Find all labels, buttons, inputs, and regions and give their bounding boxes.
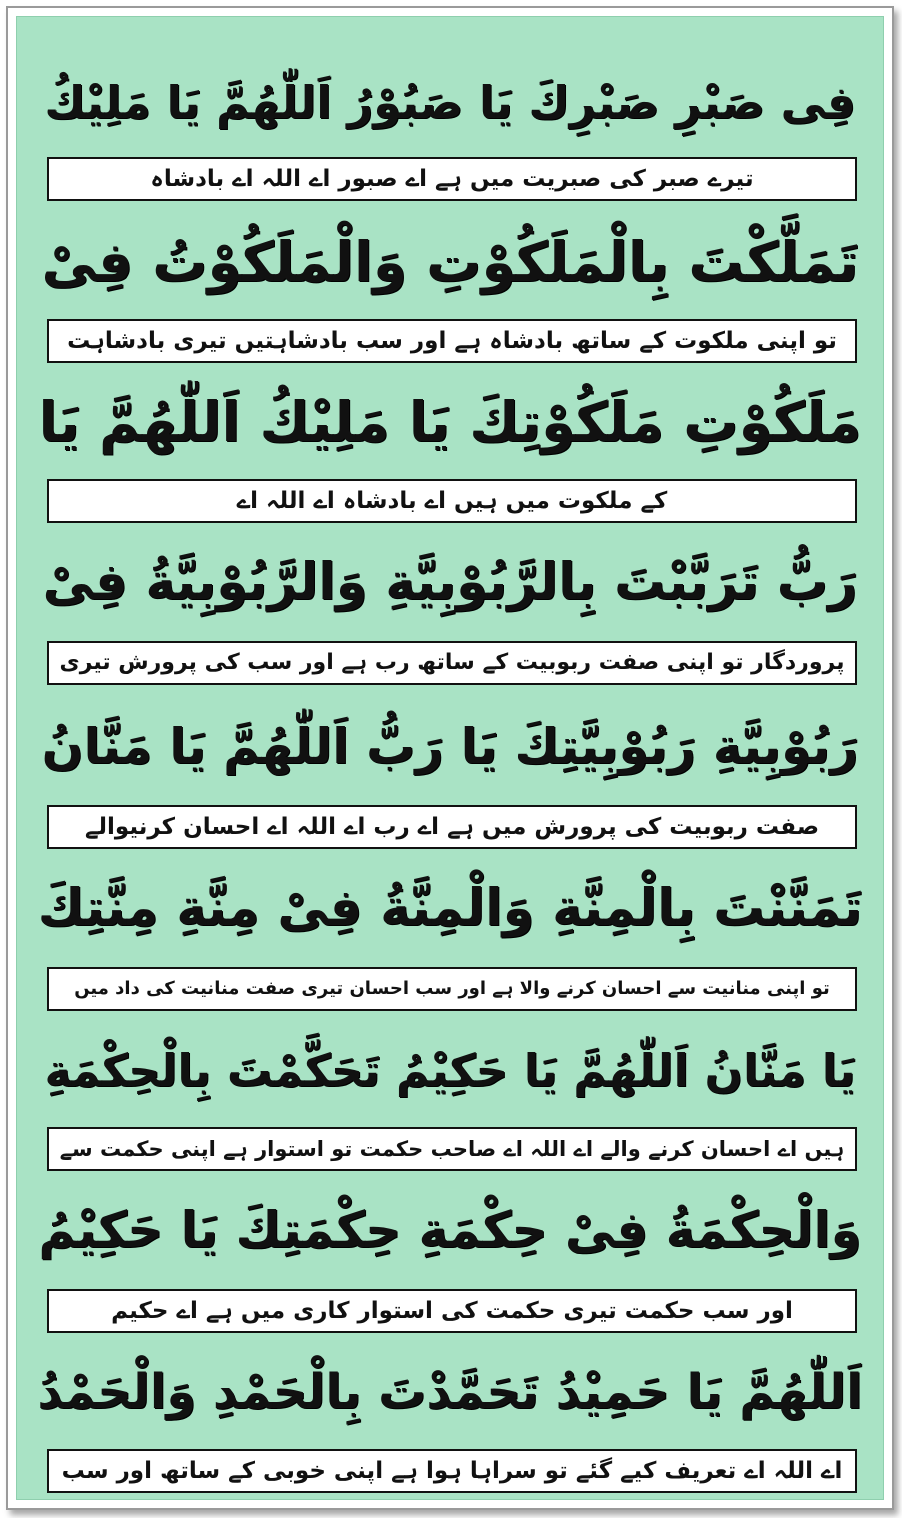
urdu-translation: صفت ربوبیت کی پرورش میں ہے اے رب اے اللہ اے احسان کرنیوالے — [84, 813, 820, 840]
translation-box — [47, 641, 857, 685]
urdu-translation: کے ملکوت میں ہیں اے بادشاہ اے اللہ اے — [236, 487, 668, 514]
arabic-line — [17, 863, 883, 953]
arabic-text: رَبُّ تَرَبَّبْتَ بِالرَّبُوْبِیَّةِ وَالرَّبُوْبِیَّةُ فِیْ — [42, 552, 858, 612]
translation-box — [47, 479, 857, 523]
arabic-line — [17, 537, 883, 627]
arabic-text: فِی صَبْرِ صَبْرِكَ یَا صَبُوْرُ اَللّٰھُمَّ یَا مَلِیْكُ — [44, 75, 856, 129]
arabic-line — [17, 377, 883, 467]
urdu-translation: تیرے صبر کی صبریت میں ہے اے صبور اے اللہ اے بادشاہ — [150, 165, 754, 192]
translation-box — [47, 967, 857, 1011]
page-frame — [6, 6, 894, 1510]
arabic-text: یَا مَنَّانُ اَللّٰھُمَّ یَا حَكِیْمُ تَحَكَّمْتَ بِالْحِكْمَةِ — [44, 1043, 856, 1097]
arabic-line — [17, 57, 883, 147]
urdu-translation: پروردگار تو اپنی صفت ربوبیت کے ساتھ رب ہے اور سب کی پرورش تیری — [59, 650, 845, 675]
translation-box — [47, 1449, 857, 1493]
urdu-translation: تو اپنی منانیت سے احسان کرنے والا ہے اور سب احسان تیری صفت منانیت کی داد میں — [74, 978, 830, 999]
prayer-page — [16, 16, 884, 1500]
arabic-text: رَبُوْبِیَّةِ رَبُوْبِیَّتِكَ یَا رَبُّ اَللّٰھُمَّ یَا مَنَّانُ — [41, 717, 859, 775]
arabic-line — [17, 1347, 883, 1437]
arabic-text: تَمَنَّنْتَ بِالْمِنَّةِ وَالْمِنَّةُ فِیْ مِنَّةِ مِنَّتِكَ — [37, 878, 863, 938]
urdu-translation: اے اللہ اے تعریف کیے گئے تو سراہا ہوا ہے اپنی خوبی کے ساتھ اور سب — [61, 1457, 843, 1484]
arabic-text: وَالْحِكْمَةُ فِیْ حِكْمَةِ حِكْمَتِكَ یَا حَكِیْمُ — [38, 1201, 862, 1259]
translation-box — [47, 805, 857, 849]
urdu-translation: اور سب حکمت تیری حکمت کی استوار کاری میں ہے اے حکیم — [111, 1297, 793, 1324]
translation-box — [47, 157, 857, 201]
arabic-line — [17, 1185, 883, 1275]
arabic-text: اَللّٰھُمَّ یَا حَمِیْدُ تَحَمَّدْتَ بِالْحَمْدِ وَالْحَمْدُ — [37, 1364, 863, 1420]
arabic-line — [17, 1025, 883, 1115]
arabic-text: تَمَلَّكْتَ بِالْمَلَكُوْتِ وَالْمَلَكُوْتُ فِیْ — [41, 229, 859, 294]
translation-box — [47, 1289, 857, 1333]
translation-box — [47, 319, 857, 363]
arabic-text: مَلَكُوْتِ مَلَكُوْتِكَ یَا مَلِیْكُ اَللّٰھُمَّ یَا — [38, 389, 862, 454]
translation-box — [47, 1127, 857, 1171]
arabic-line — [17, 217, 883, 307]
urdu-translation: ہیں اے احسان کرنے والے اے اللہ اے صاحب حکمت تو استوار ہے اپنی حکمت سے — [59, 1136, 845, 1161]
urdu-translation: تو اپنی ملکوت کے ساتھ بادشاہ ہے اور سب بادشاہتیں تیری بادشاہت — [67, 327, 837, 354]
arabic-line — [17, 701, 883, 791]
